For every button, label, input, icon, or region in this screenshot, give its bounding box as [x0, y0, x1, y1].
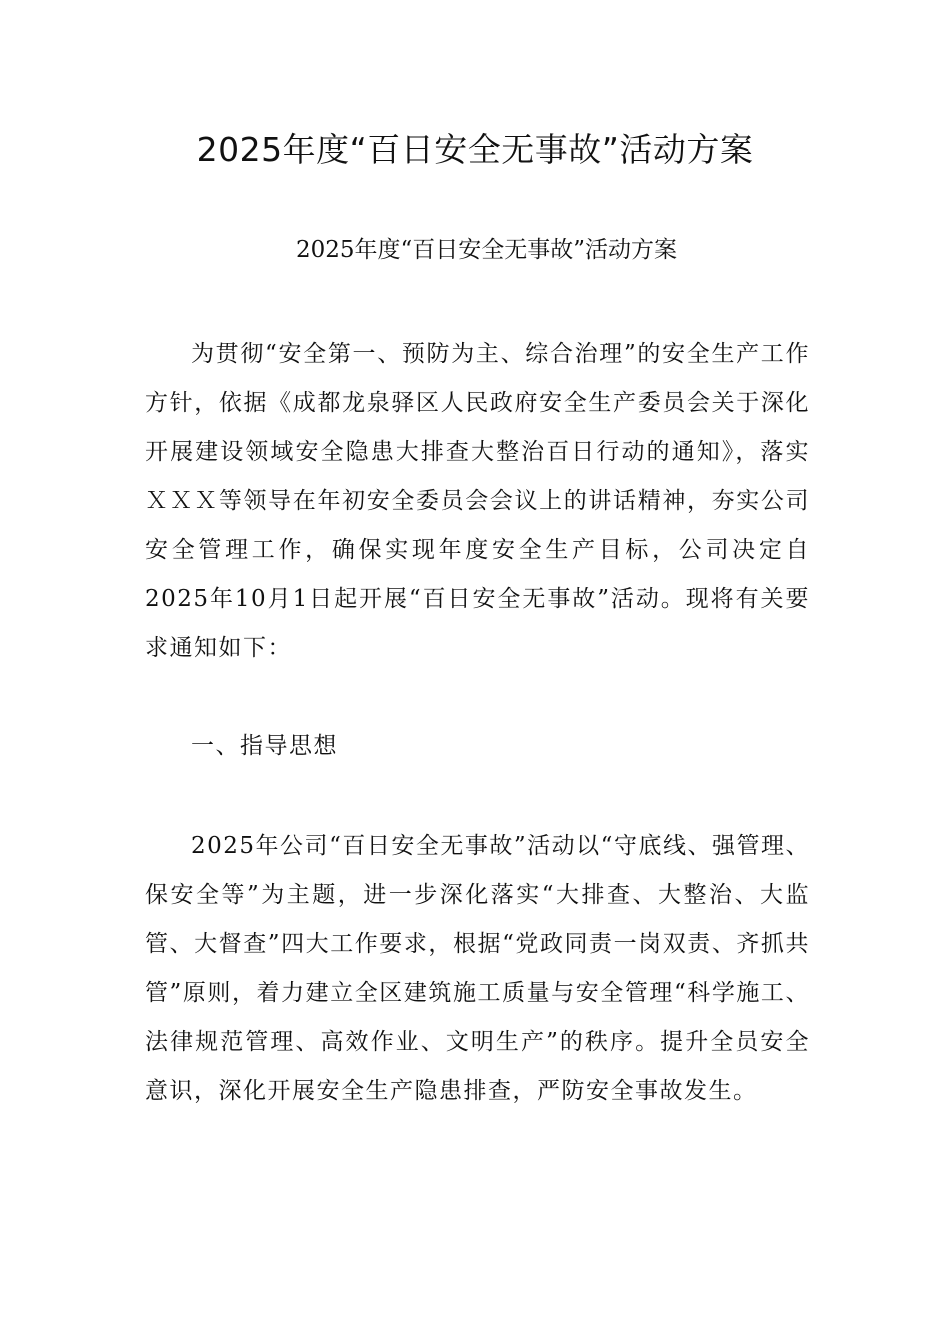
section-paragraph-guiding-ideology: 2025年公司“百日安全无事故”活动以“守底线、强管理、保安全等”为主题，进一步深化落实“大排查、大整治、大监管、大督查”四大工作要求，根据“党政同责一岗双责、齐抓共管”原则，着力建立全区建筑施工质量与安全管理“科学施工、法律规范管理、高效作业、文明生产”的秩序。提升全员安全意识，深化开展安全生产隐患排查，严防安全事故发生。: [145, 833, 810, 1104]
intro-paragraph: 为贯彻“安全第一、预防为主、综合治理”的安全生产工作方针，依据《成都龙泉驿区人民政府安全生产委员会关于深化开展建设领域安全隐患大排查大整治百日行动的通知》，落实ＸＸＸ等领导在年初安全委员会会议上的讲话精神，夯实公司安全管理工作，确保实现年度安全生产目标，公司决定自2025年10月1日起开展“百日安全无事故”活动。现将有关要求通知如下：: [145, 341, 810, 661]
document-subtitle: 2025年度“百日安全无事故”活动方案: [296, 237, 678, 263]
document-title: 2025年度“百日安全无事故”活动方案: [196, 130, 754, 169]
section-heading-guiding-ideology: 一、指导思想: [191, 733, 338, 759]
